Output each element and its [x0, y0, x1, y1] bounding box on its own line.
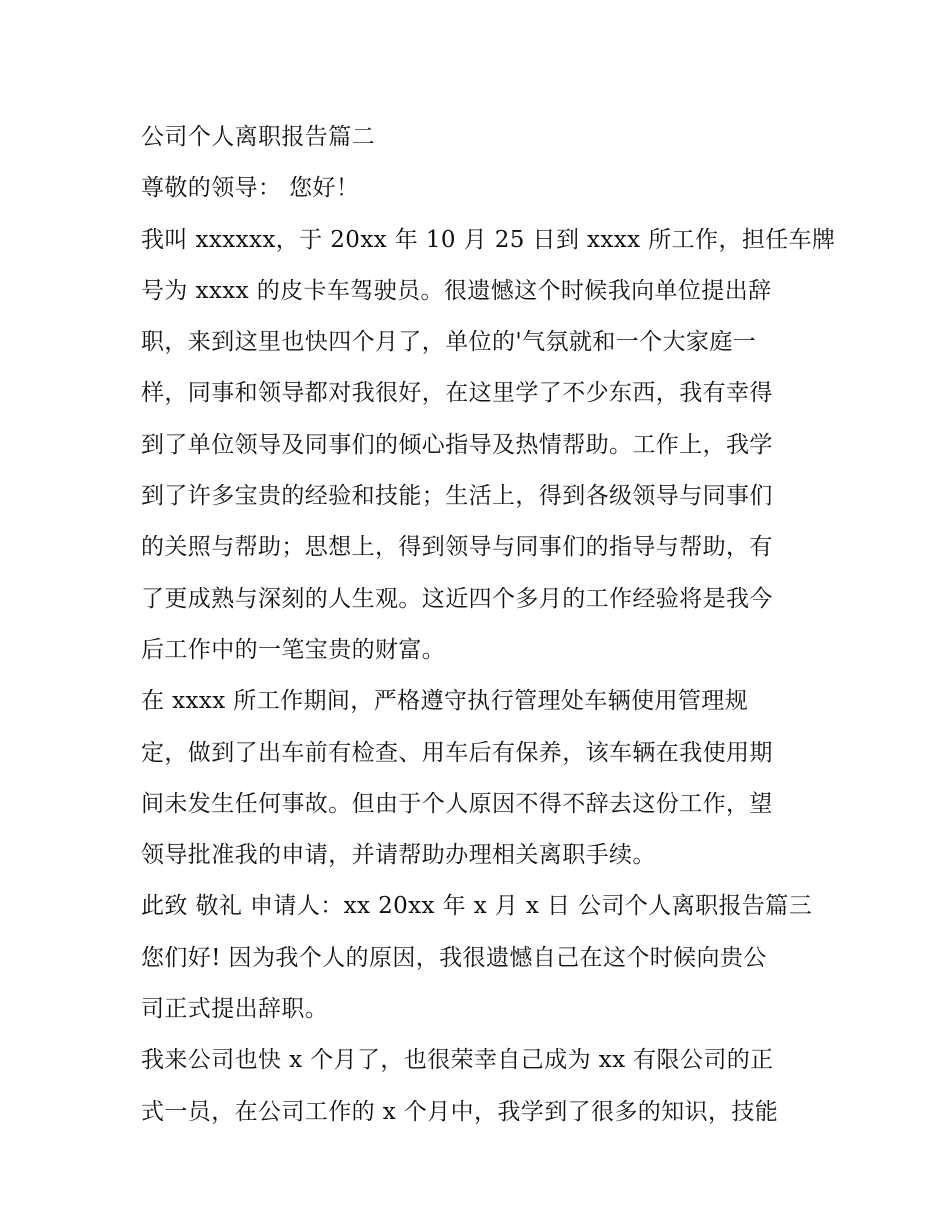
- document-body: [141, 112, 836, 1138]
- text-line: 司正式提出辞职。: [141, 996, 329, 1023]
- text-line: 到了单位领导及同事们的倾心指导及热情帮助。工作上，我学: [141, 431, 773, 458]
- text-line: 号为 xxxx 的皮卡车驾驶员。很遗憾这个时候我向单位提出辞: [141, 277, 772, 304]
- text-line: 间未发生任何事故。但由于个人原因不得不辞去这份工作，望: [141, 790, 773, 817]
- text-line: 到了许多宝贵的经验和技能；生活上，得到各级领导与同事们: [141, 483, 773, 510]
- closing-line: 此致 敬礼 申请人：xx 20xx 年 x 月 x 日 公司个人离职报告篇三: [141, 893, 813, 920]
- text-line: 定，做到了出车前有检查、用车后有保养，该车辆在我使用期: [141, 739, 773, 766]
- text-line: 在 xxxx 所工作期间，严格遵守执行管理处车辆使用管理规: [141, 688, 749, 715]
- text-line: 后工作中的一笔宝贵的财富。: [141, 636, 446, 663]
- text-line: 我叫 xxxxxx，于 20xx 年 10 月 25 日到 xxxx 所工作，担任车牌: [141, 226, 836, 253]
- text-line: 了更成熟与深刻的人生观。这近四个多月的工作经验将是我今: [141, 585, 773, 612]
- salutation: 尊敬的领导： 您好！: [141, 175, 360, 202]
- text-line: 式一员，在公司工作的 x 个月中，我学到了很多的知识，技能: [141, 1098, 779, 1125]
- text-line: 我来公司也快 x 个月了，也很荣幸自己成为 xx 有限公司的正: [141, 1047, 774, 1074]
- section-heading: 公司个人离职报告篇二: [141, 124, 375, 150]
- text-line: 领导批准我的申请，并请帮助办理相关离职手续。: [141, 842, 656, 869]
- text-line: 您们好! 因为我个人的原因，我很遗憾自己在这个时候向贵公: [141, 944, 767, 971]
- text-line: 职，来到这里也快四个月了，单位的'气氛就和一个大家庭一: [141, 329, 757, 356]
- text-line: 的关照与帮助；思想上，得到领导与同事们的指导与帮助，有: [141, 534, 773, 561]
- text-line: 样，同事和领导都对我很好，在这里学了不少东西，我有幸得: [141, 380, 773, 407]
